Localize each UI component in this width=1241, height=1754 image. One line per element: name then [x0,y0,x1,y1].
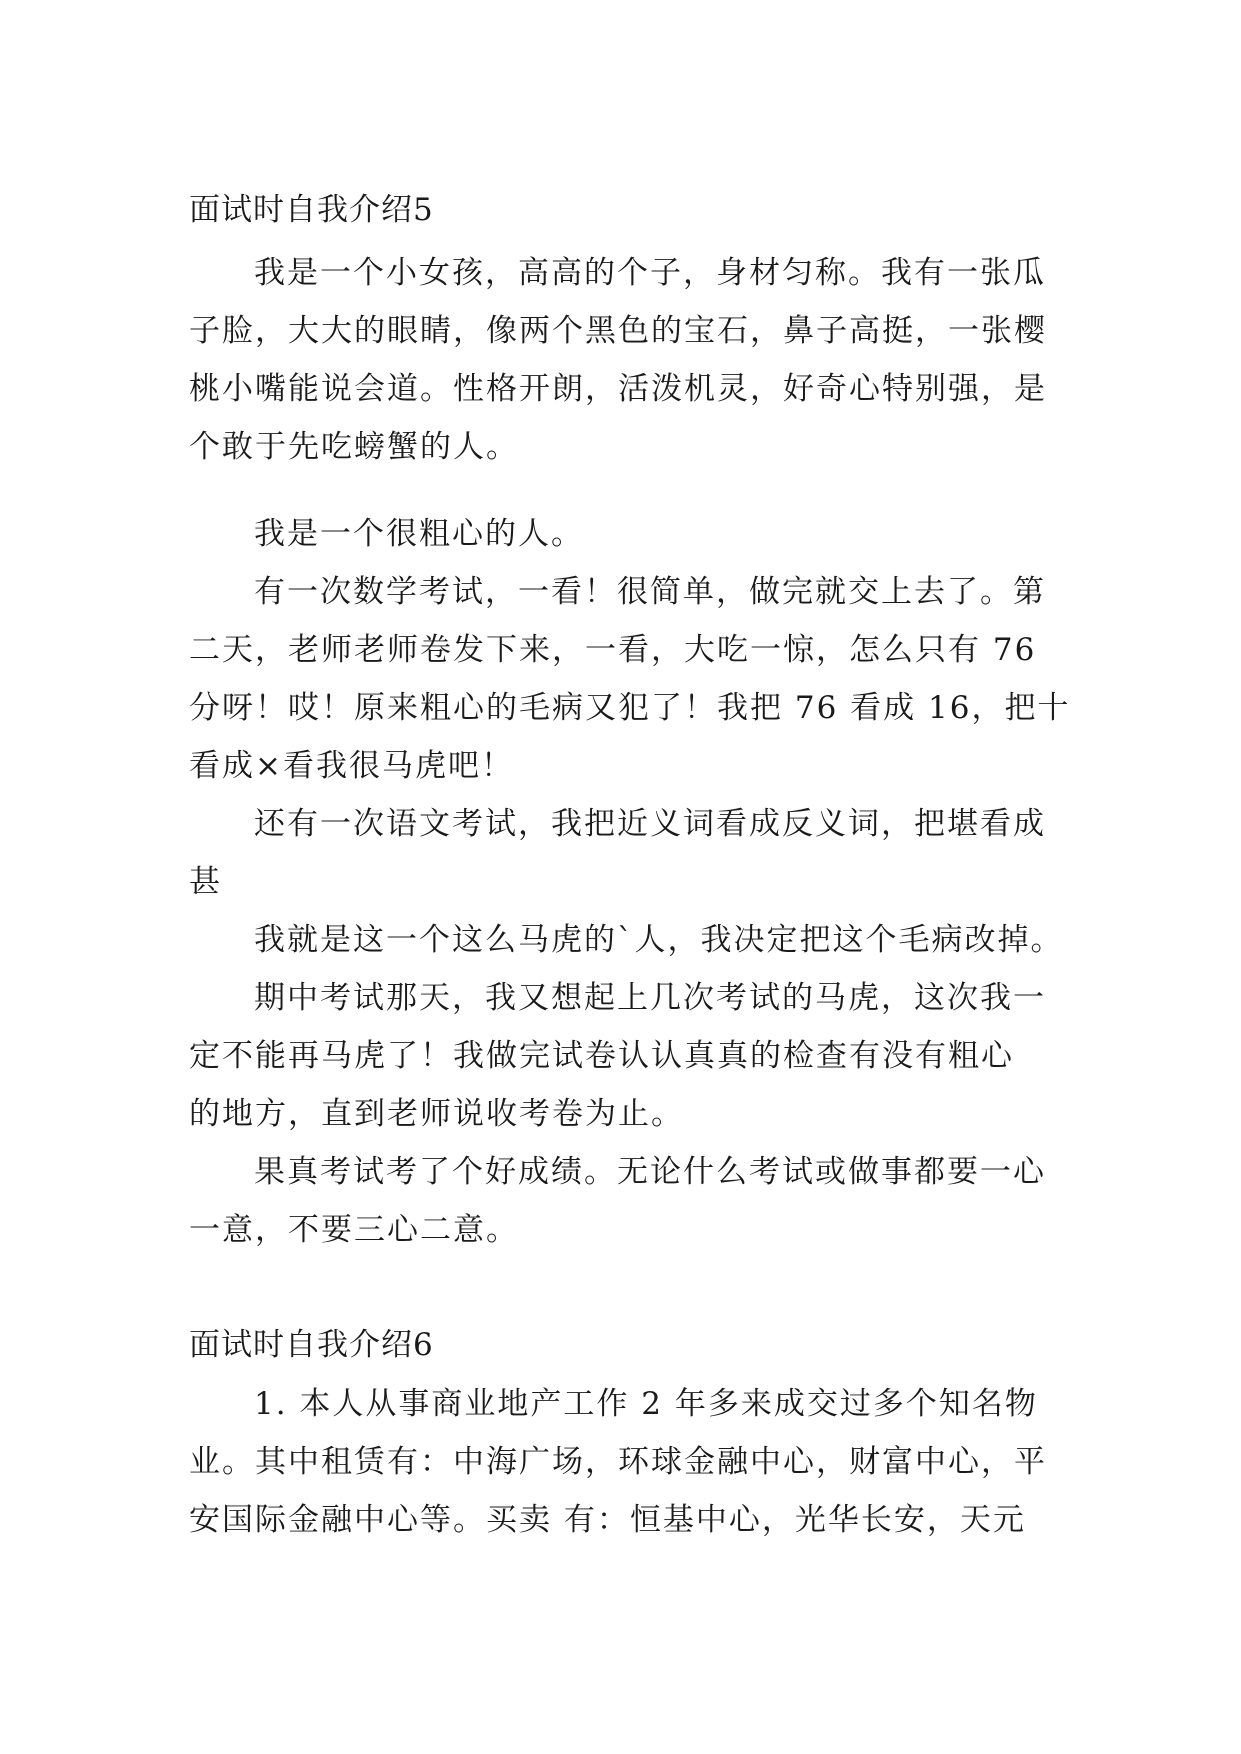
paragraph-line: 有一次数学考试，一看！很简单，做完就交上去了。第 [254,574,1046,610]
paragraph-line: 果真考试考了个好成绩。无论什么考试或做事都要一心 [254,1154,1046,1190]
paragraph-line: 个敢于先吃螃蟹的人。 [189,429,519,465]
paragraph-line: 我是一个很粗心的人。 [254,516,584,552]
paragraph-line: 二天，老师老师卷发下来，一看，大吃一惊，怎么只有 76 [189,632,1037,668]
paragraph-line: 子脸，大大的眼睛，像两个黑色的宝石，鼻子高挺，一张樱 [189,313,1047,349]
paragraph-line: 桃小嘴能说会道。性格开朗，活泼机灵，好奇心特别强，是 [189,371,1047,407]
paragraph-line: 我是一个小女孩，高高的个子，身材匀称。我有一张瓜 [254,255,1046,291]
section-title: 面试时自我介绍5 [189,192,434,228]
paragraph-line: 的地方，直到老师说收考卷为止。 [189,1096,684,1132]
paragraph-line: 1. 本人从事商业地产工作 2 年多来成交过多个知名物 [254,1386,1038,1422]
paragraph-line: 分呀！哎！原来粗心的毛病又犯了！我把 76 看成 16，把十 [189,690,1071,726]
paragraph-line: 定不能再马虎了！我做完试卷认认真真的检查有没有粗心 [189,1038,1014,1074]
paragraph-line: 看成×看我很马虎吧！ [189,748,514,784]
paragraph-line: 还有一次语文考试，我把近义词看成反义词，把堪看成 [254,806,1046,842]
section-title: 面试时自我介绍6 [189,1327,434,1363]
paragraph-line: 甚 [189,864,222,900]
paragraph-line: 我就是这一个这么马虎的`人，我决定把这个毛病改掉。 [254,922,1064,958]
paragraph-line: 安国际金融中心等。买卖 有：恒基中心，光华长安，天元 [189,1502,1026,1538]
paragraph-line: 业。其中租赁有：中海广场，环球金融中心，财富中心，平 [189,1444,1047,1480]
paragraph-line: 一意，不要三心二意。 [189,1212,519,1248]
paragraph-line: 期中考试那天，我又想起上几次考试的马虎，这次我一 [254,980,1046,1016]
